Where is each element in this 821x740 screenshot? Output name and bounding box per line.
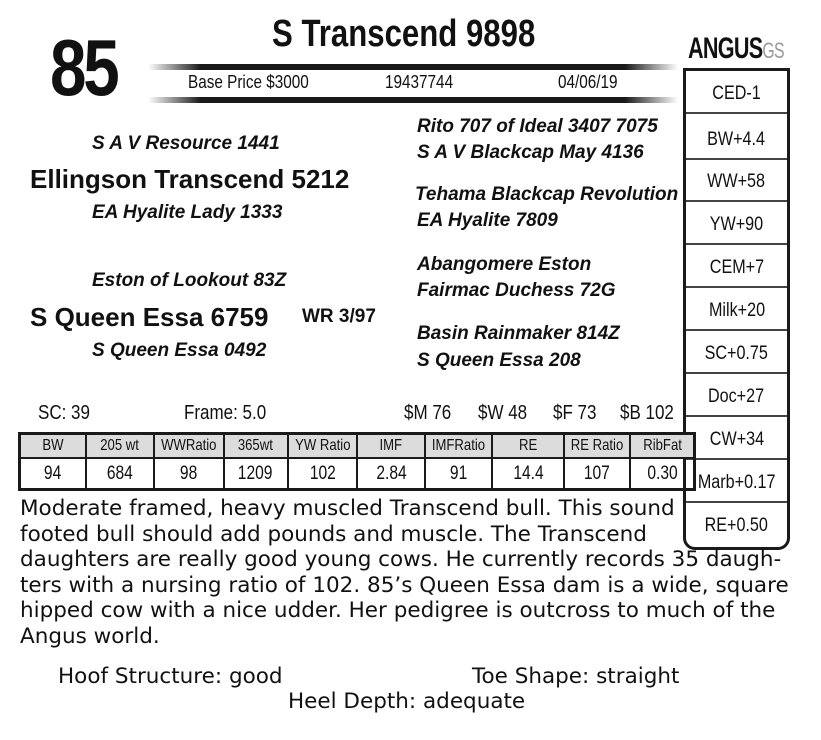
hoof-structure: Hoof Structure: good	[58, 664, 283, 689]
toe-shape: Toe Shape: straight	[472, 664, 680, 689]
sire-dam-dam: EA Hyalite 7809	[417, 210, 558, 231]
birth-date: 04/06/19	[558, 72, 618, 92]
sire-dam-sire: Tehama Blackcap Revolution	[415, 184, 679, 205]
dam-dam: S Queen Essa 0492	[92, 340, 267, 361]
header-cell: BW	[20, 434, 87, 459]
performance-header-row	[20, 434, 695, 459]
sire: Ellingson Transcend 5212	[30, 164, 350, 194]
registration-number: 19437744	[385, 72, 454, 92]
dam-dam-dam: S Queen Essa 208	[417, 350, 581, 371]
dam-dam-sire: Basin Rainmaker 814Z	[417, 323, 620, 344]
epd-milk: Milk+20	[686, 292, 787, 331]
header-cell: WWRatio	[154, 434, 224, 459]
header-cell: IMF	[357, 434, 425, 459]
value-cell: 91	[425, 458, 492, 490]
index-w: $W 48	[478, 402, 528, 424]
epd-ww: WW+58	[686, 163, 787, 202]
dam-sire-sire: Abangomere Eston	[417, 254, 592, 275]
index-b: $B 102	[620, 402, 674, 424]
title-rule-bottom	[148, 97, 678, 103]
lot-number: 85	[50, 23, 117, 112]
epd-panel	[683, 68, 790, 550]
base-price: Base Price $3000	[188, 72, 309, 92]
dam-sire: Eston of Lookout 83Z	[92, 270, 287, 291]
header-cell: RE	[492, 434, 564, 459]
epd-doc: Doc+27	[686, 378, 787, 417]
dam: S Queen Essa 6759	[30, 302, 269, 332]
value-cell: 14.4	[492, 458, 564, 490]
angus-gs-logo: ANGUSGS	[688, 32, 784, 65]
performance-table	[18, 432, 696, 491]
dam-sire-dam: Fairmac Duchess 72G	[417, 280, 616, 301]
performance-value-row	[20, 458, 695, 490]
epd-cw: CW+34	[686, 421, 787, 460]
info-bar	[150, 72, 680, 94]
frame-score: Frame: 5.0	[184, 402, 267, 424]
header-cell: IMFRatio	[425, 434, 492, 459]
value-cell: 102	[288, 458, 358, 490]
sire-sire-dam: S A V Blackcap May 4136	[417, 142, 644, 163]
epd-ced: CED-1	[686, 75, 787, 114]
description	[20, 496, 789, 649]
scrotal-circumference: SC: 39	[38, 402, 90, 424]
sire-sire: S A V Resource 1441	[92, 133, 280, 154]
description-line: Moderate framed, heavy muscled Transcend bull. This sound	[20, 496, 675, 521]
sire-sire-sire: Rito 707 of Ideal 3407 7075	[417, 116, 658, 137]
header-cell: RE Ratio	[564, 434, 630, 459]
stats-line	[0, 402, 680, 428]
heel-depth: Heel Depth: adequate	[288, 689, 526, 714]
value-cell: 684	[86, 458, 154, 490]
epd-cem: CEM+7	[686, 249, 787, 288]
epd-sc: SC+0.75	[686, 335, 787, 374]
header-cell: 205 wt	[86, 434, 154, 459]
value-cell: 0.30	[630, 458, 695, 490]
value-cell: 2.84	[357, 458, 425, 490]
animal-name: S Transcend 9898	[272, 13, 536, 55]
epd-re: RE+0.50	[704, 515, 769, 536]
epd-marb: Marb+0.17	[686, 464, 787, 503]
description-line: hipped cow with a nice udder. Her pedigree is outcross to much of the	[20, 598, 776, 623]
title-rule-top	[148, 64, 678, 70]
header-cell: RibFat	[630, 434, 695, 459]
header-cell: YW Ratio	[288, 434, 358, 459]
epd-yw: YW+90	[686, 206, 787, 245]
description-line: footed bull should add pounds and muscle. The Transcend	[20, 521, 647, 547]
value-cell: 1209	[224, 458, 288, 490]
header-cell: 365wt	[224, 434, 288, 459]
value-cell: 107	[564, 458, 630, 490]
description-line: ters with a nursing ratio of 102. 85’s Queen Essa dam is a wide, square	[20, 572, 789, 598]
value-cell: 94	[20, 458, 87, 490]
index-f: $F 73	[553, 402, 597, 424]
description-line: daughters are really good young cows. He currently records 35 daugh-	[20, 547, 782, 572]
dam-note: WR 3/97	[302, 306, 376, 327]
value-cell: 98	[154, 458, 224, 490]
sire-dam: EA Hyalite Lady 1333	[92, 202, 283, 223]
description-line: Angus world.	[20, 623, 160, 649]
index-m: $M 76	[404, 402, 452, 424]
epd-bw: BW+4.4	[686, 121, 787, 160]
